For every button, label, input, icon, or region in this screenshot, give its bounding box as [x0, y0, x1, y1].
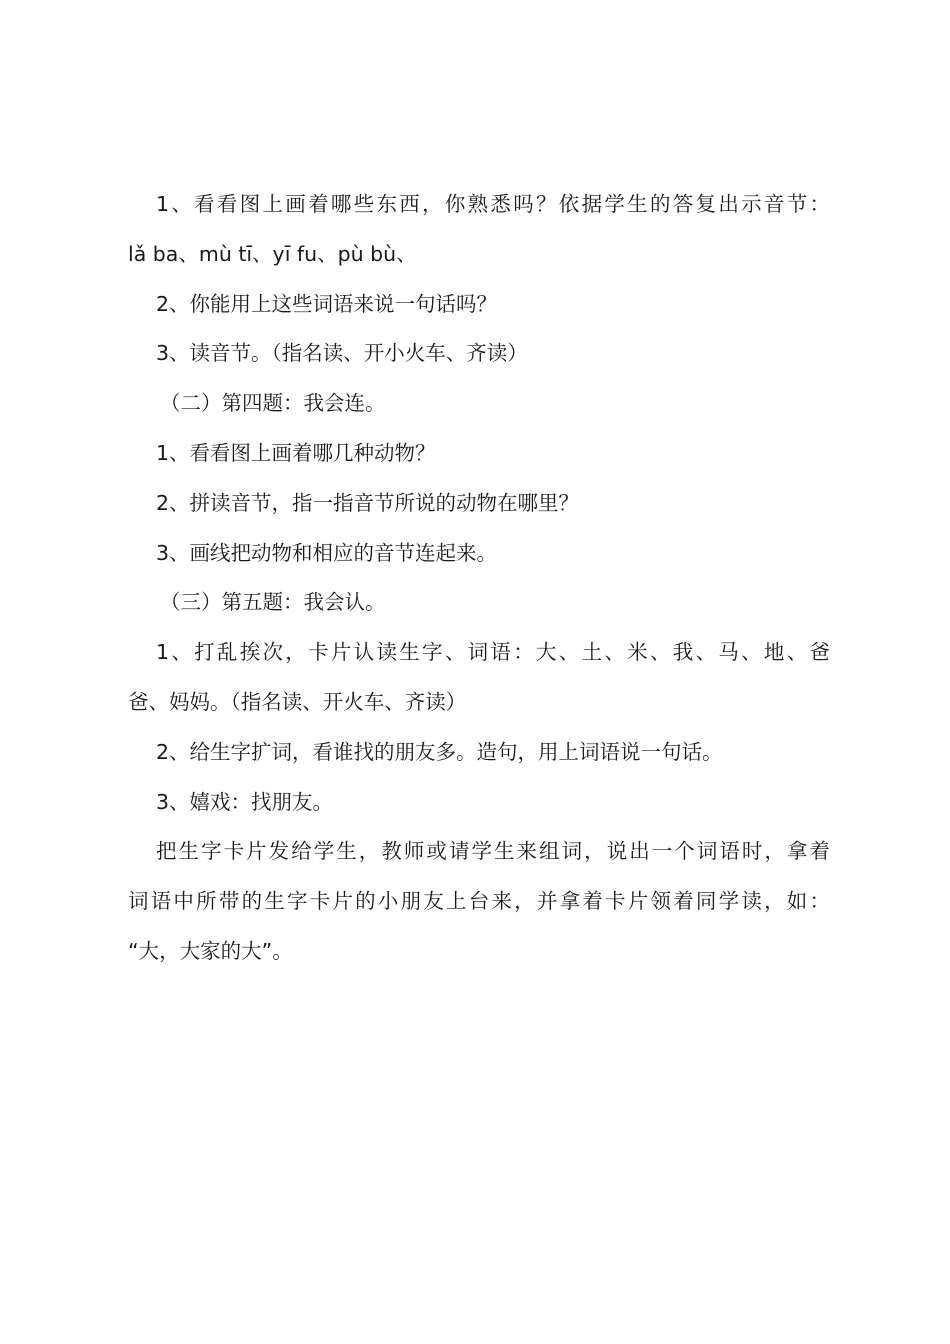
paragraph-line: lǎ ba、mù tī、yī fu、pù bù、	[128, 241, 417, 266]
paragraph-3: 3、读音节。（指名读、开小火车、齐读）	[156, 341, 528, 366]
paragraph-7: 3、画线把动物和相应的音节连起来。	[156, 540, 498, 565]
paragraph-10: 2、给生字扩词，看谁找的朋友多。造句，用上词语说一句话。	[156, 739, 723, 764]
paragraph-5: 1、看看图上画着哪几种动物？	[156, 440, 436, 465]
section-heading-4: （二）第四题：我会连。	[160, 391, 386, 416]
paragraph-12	[128, 827, 830, 976]
paragraph-line: 词语中所带的生字卡片的小朋友上台来，并拿着卡片领着同学读，如：	[128, 889, 830, 914]
paragraph-11: 3、嬉戏：找朋友。	[156, 789, 334, 814]
paragraph-9	[128, 628, 830, 728]
paragraph-line: 爸、妈妈。（指名读、开火车、齐读）	[128, 689, 467, 714]
document-body	[128, 180, 830, 977]
section-heading-5: （三）第五题：我会认。	[160, 590, 386, 615]
paragraph-2: 2、你能用上这些词语来说一句话吗？	[156, 291, 498, 316]
paragraph-line: 1、看看图上画着哪些东西，你熟悉吗？依据学生的答复出示音节：	[156, 192, 830, 216]
paragraph-line: 把生字卡片发给学生，教师或请学生来组词，说出一个词语时，拿着	[156, 839, 830, 864]
paragraph-6: 2、拼读音节，指一指音节所说的动物在哪里？	[156, 490, 580, 515]
paragraph-line: “大，大家的大”。	[128, 938, 293, 963]
paragraph-line: 1、打乱挨次，卡片认读生字、词语：大、土、米、我、马、地、爸	[156, 640, 830, 665]
paragraph-1	[128, 180, 830, 280]
